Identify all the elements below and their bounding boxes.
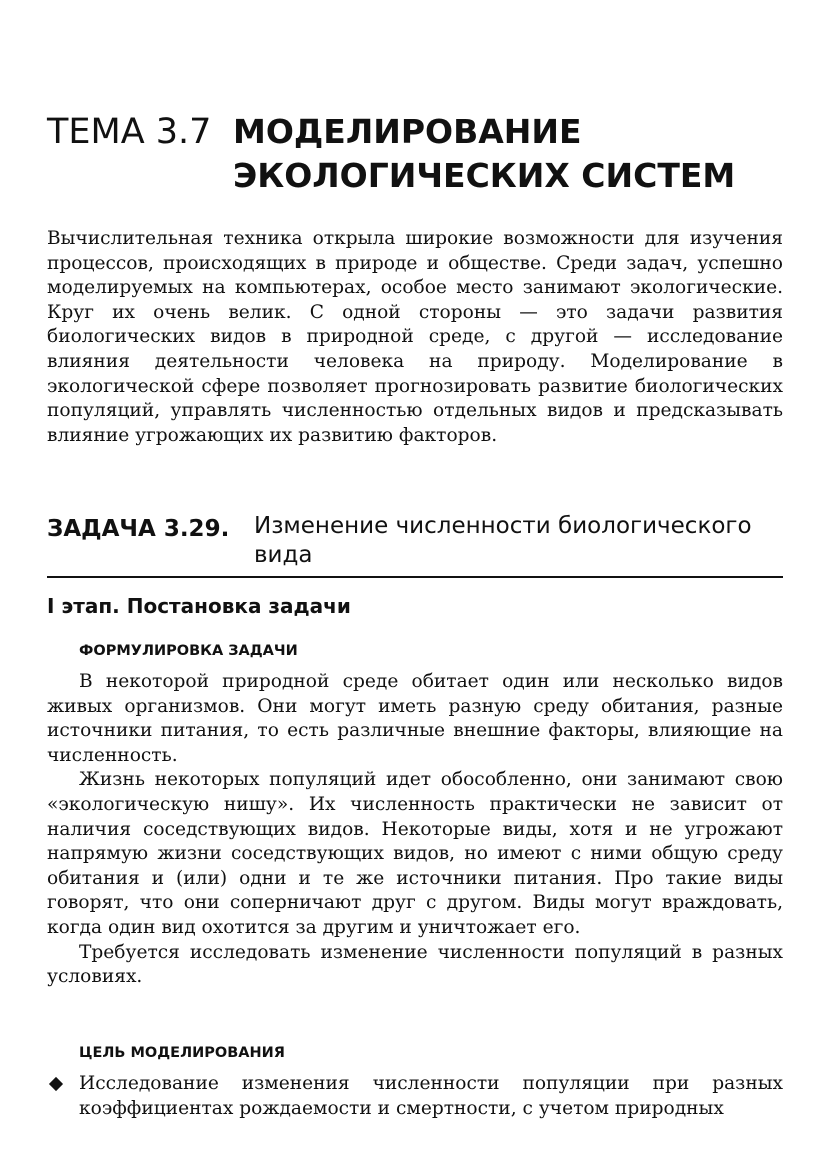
intro-paragraph: Вычислительная техника открыла широкие возможности для изучения процессов, происходящих в природе и обществе. Среди задач, успешно моделируемых на компьютерах, особое место занимают экологические. Круг их очень велик. С одной стороны — это задачи развития биологических видов в природной среде, с другой — исследование влияния деятельности человека на природу. Моделирование в экологической сфере позволяет прогнозировать развитие биологических популяций, управлять численностью отдельных видов и предсказывать влияние угрожающих их развитию факторов. bbox=[47, 228, 783, 446]
intro-section bbox=[47, 227, 783, 448]
topic-title-line-1: МОДЕЛИРОВАНИЕ bbox=[233, 112, 582, 151]
topic-header bbox=[47, 108, 783, 198]
stage-heading: I этап. Постановка задачи bbox=[47, 594, 351, 618]
topic-title-line-2: ЭКОЛОГИЧЕСКИХ СИСТЕМ bbox=[233, 156, 736, 195]
formulation-section bbox=[47, 670, 783, 990]
topic-title bbox=[233, 110, 735, 198]
task-title: Изменение численности биологического вида bbox=[254, 513, 752, 568]
formulation-heading: ФОРМУЛИРОВКА ЗАДАЧИ bbox=[79, 643, 298, 659]
diamond-bullet-icon bbox=[49, 1077, 63, 1091]
section-divider bbox=[47, 576, 783, 578]
topic-number: ТЕМА 3.7 bbox=[47, 112, 212, 152]
goal-heading: ЦЕЛЬ МОДЕЛИРОВАНИЯ bbox=[79, 1045, 285, 1061]
task-number: ЗАДАЧА 3.29. bbox=[47, 516, 230, 542]
formulation-paragraph-3: Требуется исследовать изменение численности популяций в разных условиях. bbox=[47, 941, 783, 988]
formulation-paragraph-1: В некоторой природной среде обитает один или несколько видов живых организмов. Они могут иметь разную среду обитания, разные источники питания, то есть различные внешние факторы, влияющие на численность. bbox=[47, 671, 783, 766]
goal-item-text: Исследование изменения численности популяции при разных коэффициентах рождаемости и смертности, с учетом природных bbox=[79, 1073, 783, 1119]
formulation-paragraph-2: Жизнь некоторых популяций идет обособленно, они занимают свою «экологическую нишу». Их численность практически не зависит от наличия соседствующих видов. Некоторые виды, хотя и не угрожают напрямую жизни соседствующих видов, но имеют с ними общую среду обитания и (или) одни и те же источники питания. Про такие виды говорят, что они соперничают друг с другом. Виды могут враждовать, когда один вид охотится за другим и уничтожает его. bbox=[47, 769, 783, 938]
goal-list-item bbox=[47, 1072, 783, 1121]
